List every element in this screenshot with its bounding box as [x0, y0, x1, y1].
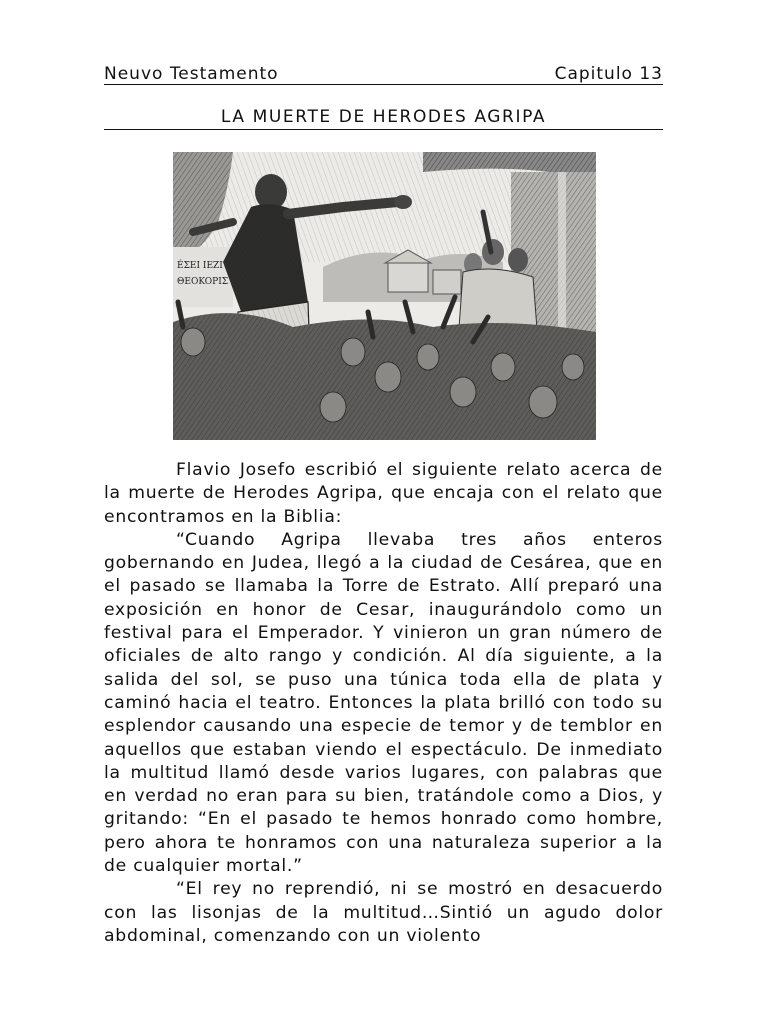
- engraving-illustration: [173, 152, 596, 440]
- running-header: [104, 62, 663, 85]
- body-text: [104, 459, 663, 948]
- inscription-line-2: ΘEOKOPIΣ: [177, 277, 229, 287]
- inscription-line-1: ÉΣEI ΙΕΖΙ: [177, 261, 223, 271]
- paragraph-3: “El rey no reprendió, ni se mostró en desacuerdo con las lisonjas de la multitud…Sintió un agudo dolor abdominal, comenzando con un violento: [104, 879, 663, 946]
- paragraph-2: “Cuando Agripa llevaba tres años enteros gobernando en Judea, llegó a la ciudad de Cesárea, que en el pasado se llamaba la Torre de Estrato. Allí preparó una exposición en honor de Cesar, inaugurándolo como un festival para el Emperador. Y vinieron un gran número de oficiales de alto rango y condición. Al día siguiente, a la salida del sol, se puso una túnica toda ella de plata y caminó hacia el teatro. Entonces la plata brilló con todo su esplendor causando una especie de temor y de temblor en aquellos que estaban viendo el espectáculo. De inmediato la multitud llamó desde varios lugares, con palabras que en verdad no eran para su bien, tratándole como a Dios, y gritando: “En el pasado te hemos honrado como hombre, pero ahora te honramos con una naturaleza superior a la de cualquier mortal.”: [104, 529, 663, 877]
- header-book-title: Neuvo Testamento: [104, 64, 279, 84]
- header-chapter: Capitulo 13: [554, 64, 663, 84]
- paragraph-1: Flavio Josefo escribió el siguiente relato acerca de la muerte de Herodes Agripa, que encaja con el relato que encontramos en la Biblia:: [104, 460, 663, 527]
- chapter-title: LA MUERTE DE HERODES AGRIPA: [104, 107, 663, 130]
